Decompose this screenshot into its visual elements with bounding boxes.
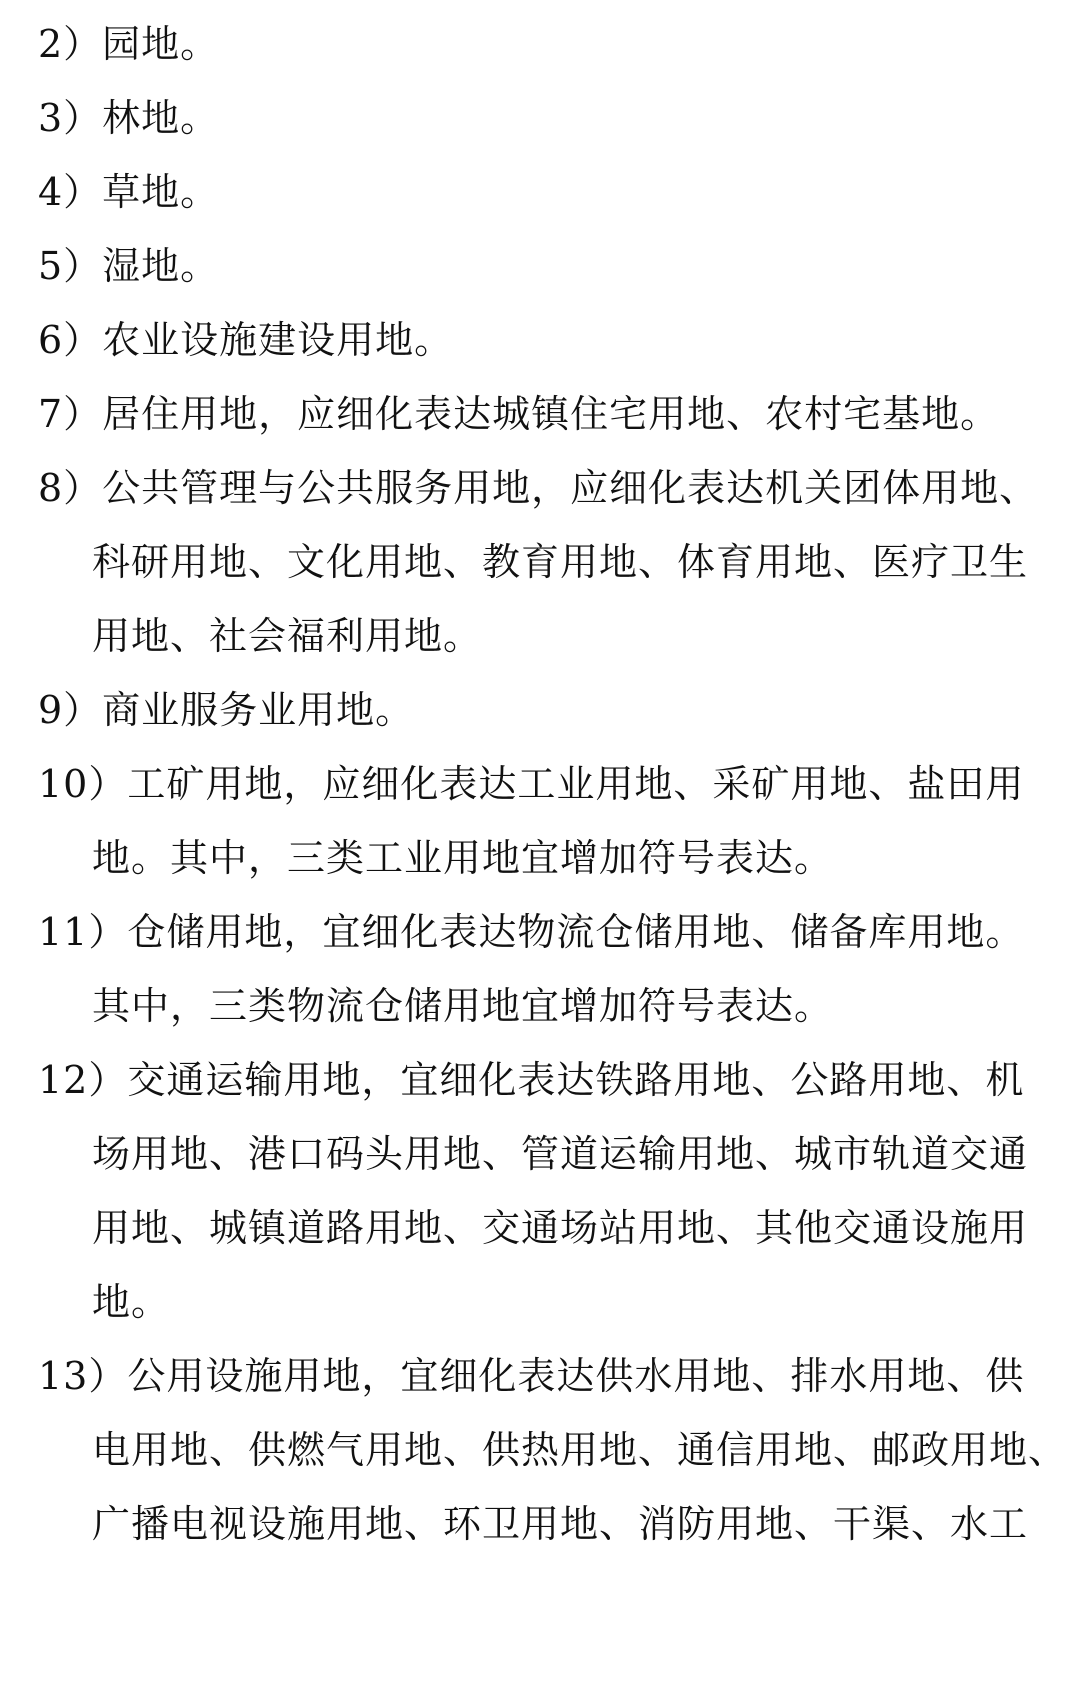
item-5-line-1: 5）湿地。: [38, 244, 220, 288]
item-13-line-3: 广播电视设施用地、环卫用地、消防用地、干渠、水工: [92, 1502, 1029, 1546]
item-3-line-1: 3）林地。: [38, 96, 220, 140]
item-6-line-1: 6）农业设施建设用地。: [38, 318, 454, 362]
item-13-line-1: 13）公用设施用地，宜细化表达供水用地、排水用地、供: [38, 1354, 1025, 1398]
item-8-line-2: 科研用地、文化用地、教育用地、体育用地、医疗卫生: [92, 540, 1029, 584]
item-10-line-2: 地。其中，三类工业用地宜增加符号表达。: [92, 836, 834, 880]
item-2-line-1: 2）园地。: [38, 22, 220, 66]
item-4-line-1: 4）草地。: [38, 170, 220, 214]
item-13-line-2: 电用地、供燃气用地、供热用地、通信用地、邮政用地、: [92, 1428, 1068, 1472]
item-12-line-3: 用地、城镇道路用地、交通场站用地、其他交通设施用: [92, 1206, 1029, 1250]
item-12-line-2: 场用地、港口码头用地、管道运输用地、城市轨道交通: [92, 1132, 1029, 1176]
item-12-line-4: 地。: [92, 1280, 171, 1324]
item-12-line-1: 12）交通运输用地，宜细化表达铁路用地、公路用地、机: [38, 1058, 1025, 1102]
item-11-line-1: 11）仓储用地，宜细化表达物流仓储用地、储备库用地。: [38, 910, 1025, 954]
item-10-line-1: 10）工矿用地，应细化表达工业用地、采矿用地、盐田用: [38, 762, 1025, 806]
item-9-line-1: 9）商业服务业用地。: [38, 688, 415, 732]
item-8-line-1: 8）公共管理与公共服务用地，应细化表达机关团体用地、: [38, 466, 1039, 510]
item-8-line-3: 用地、社会福利用地。: [92, 614, 483, 658]
item-7-line-1: 7）居住用地，应细化表达城镇住宅用地、农村宅基地。: [38, 392, 1000, 436]
item-11-line-2: 其中，三类物流仓储用地宜增加符号表达。: [92, 984, 834, 1028]
